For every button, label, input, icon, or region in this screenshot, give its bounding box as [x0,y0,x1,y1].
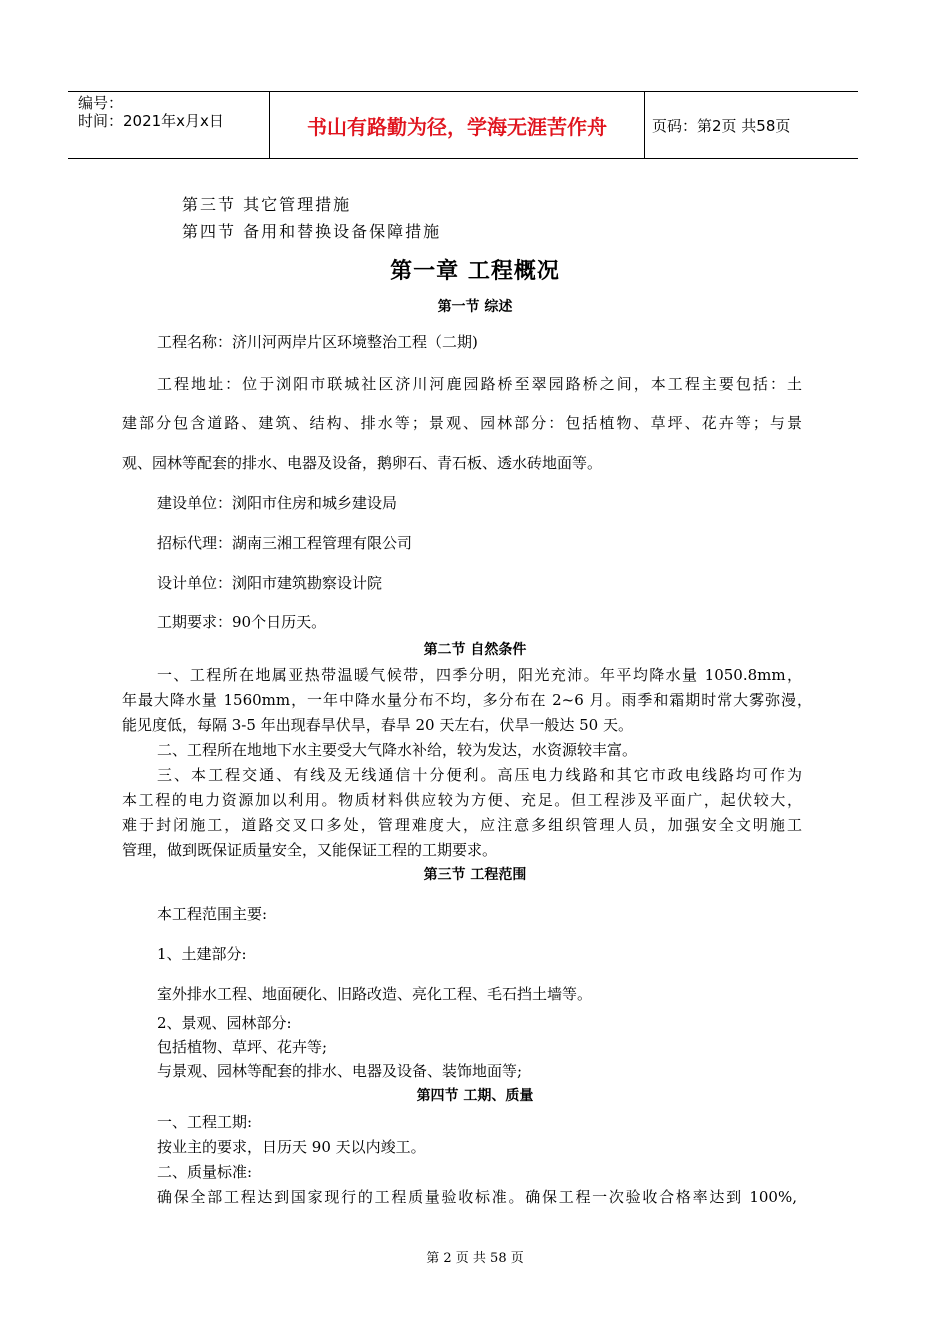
section-title: 第三节 工程范围 [423,867,527,883]
header-meta [78,94,268,130]
paragraph-line: 招标代理：湖南三湘工程管理有限公司 [157,534,413,552]
chapter-title: 第一章 工程概况 [390,259,560,284]
paragraph-line: 按业主的要求，日历天 90 天以内竣工。 [157,1138,426,1156]
paragraph-line: 二、工程所在地地下水主要受大气降水补给，较为发达，水资源较丰富。 [157,741,638,759]
paragraph-line: 设计单位：浏阳市建筑勘察设计院 [157,574,383,592]
toc-item: 第三节 其它管理措施 [182,195,352,214]
document-number-label: 编号： [78,94,124,112]
document-time-label: 时间：2021年x月x日 [78,112,224,130]
section-title: 第二节 自然条件 [423,642,527,658]
header-page-label: 页码：第2页 共58页 [652,116,791,135]
section-title: 第一节 综述 [437,299,513,315]
paragraph-line: 与景观、园林等配套的排水、电器及设备、装饰地面等; [157,1062,523,1080]
paragraph-line: 观、园林等配套的排水、电器及设备，鹅卵石、青石板、透水砖地面等。 [122,454,603,472]
header-table [68,91,858,159]
page-footer: 第 2 页 共 58 页 [426,1251,524,1266]
paragraph-line: 难于封闭施工，道路交叉口多处，管理难度大，应注意多组织管理人员，加强安全文明施工 [122,816,802,834]
paragraph-line: 三、本工程交通、有线及无线通信十分便利。高压电力线路和其它市政电线路均可作为 [157,766,802,784]
paragraph-line: 1、土建部分: [157,945,247,963]
paragraph-line: 建部分包含道路、建筑、结构、排水等；景观、园林部分：包括植物、草坪、花卉等；与景 [122,414,802,432]
paragraph-line: 本工程范围主要: [157,905,268,923]
paragraph-line: 确保全部工程达到国家现行的工程质量验收标准。确保工程一次验收合格率达到 100%, [157,1188,797,1206]
paragraph-line: 工程名称：济川河两岸片区环境整治工程（二期) [157,333,478,351]
toc-item: 第四节 备用和替换设备保障措施 [182,222,442,241]
header-divider [644,92,645,158]
paragraph-line: 包括植物、草坪、花卉等; [157,1038,328,1056]
paragraph-line: 能见度低，每隔 3-5 年出现春旱伏旱，春旱 20 天左右，伏旱一般达 50 天。 [122,716,633,734]
header-motto: 书山有路勤为径，学海无涯苦作舟 [307,114,607,139]
paragraph-line: 一、工程所在地属亚热带温暖气候带，四季分明，阳光充沛。年平均降水量 1050.8mm， [157,666,802,684]
paragraph-line: 室外排水工程、地面硬化、旧路改造、亮化工程、毛石挡土墙等。 [157,985,593,1003]
paragraph-line: 本工程的电力资源加以利用。物质材料供应较为方便、充足。但工程涉及平面广，起伏较大， [122,791,802,809]
paragraph-line: 年最大降水量 1560mm，一年中降水量分布不均，多分布在 2~6 月。雨季和霜期时常大雾弥漫， [122,691,812,709]
section-title: 第四节 工期、质量 [416,1088,534,1104]
paragraph-line: 一、工程工期: [157,1113,253,1131]
paragraph-line: 管理，做到既保证质量安全，又能保证工程的工期要求。 [122,841,498,859]
paragraph-line: 建设单位：浏阳市住房和城乡建设局 [157,494,398,512]
paragraph-line: 2、景观、园林部分: [157,1014,292,1032]
paragraph-line: 二、质量标准: [157,1163,253,1181]
paragraph-line: 工程地址：位于浏阳市联城社区济川河鹿园路桥至翠园路桥之间，本工程主要包括：土 [157,375,802,393]
paragraph-line: 工期要求：90个日历天。 [157,613,327,631]
